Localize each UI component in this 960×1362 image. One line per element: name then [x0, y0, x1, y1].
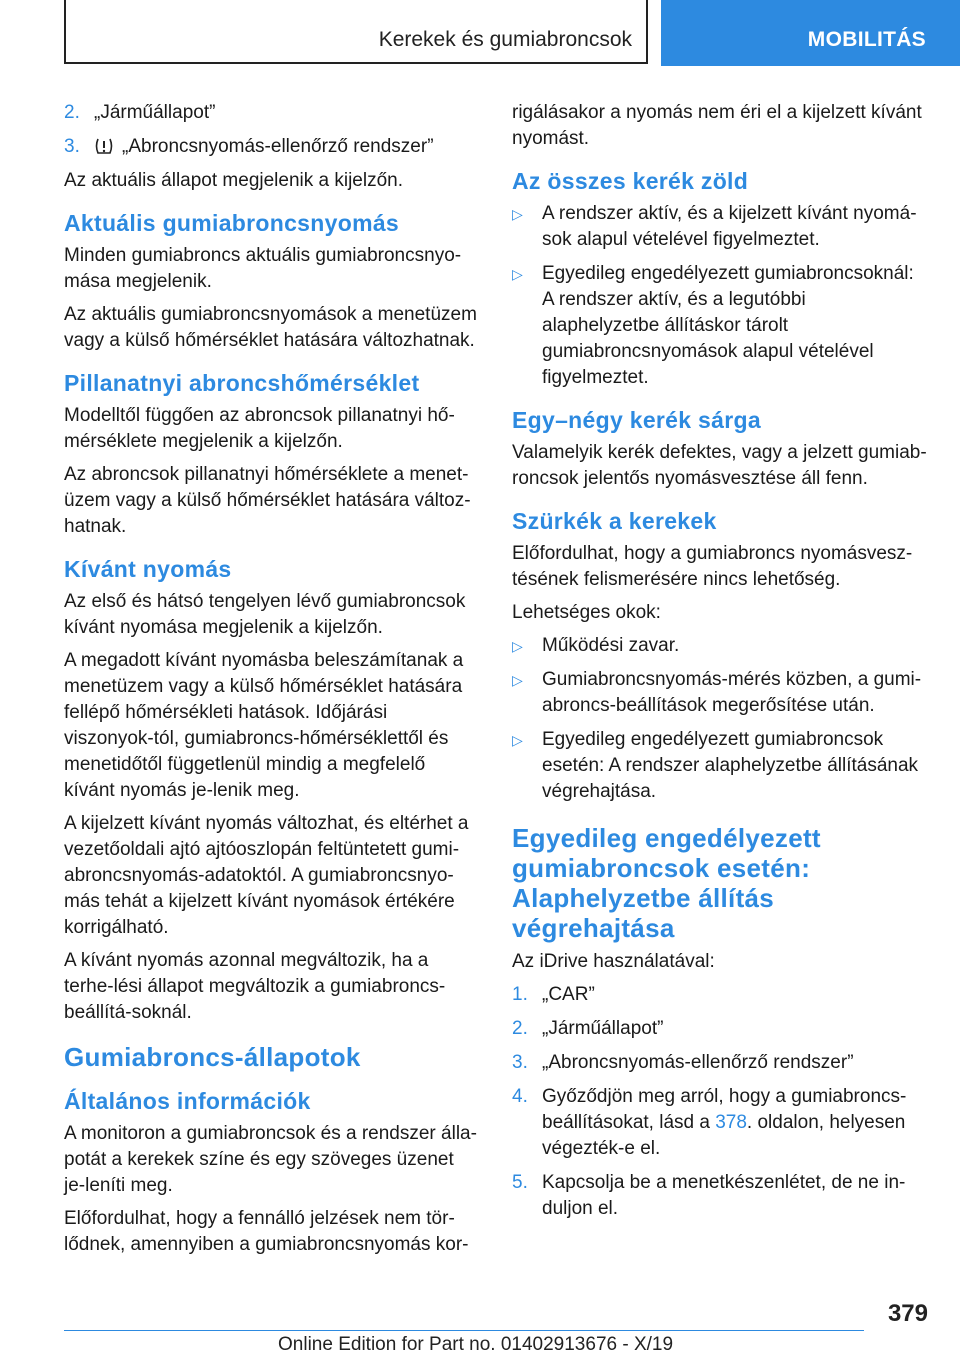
bullet-text: Gumiabroncsnyomás-mérés közben, a gumi-abroncs-beállítások megerősítése után.	[542, 669, 922, 716]
right-column	[512, 100, 928, 1230]
paragraph: Az iDrive használatával:	[512, 951, 715, 972]
step-text	[542, 1086, 906, 1159]
step-number: 2.	[64, 102, 80, 123]
step-text-pre: Győződjön meg arról, hogy a gumiabroncs-beállításokat, lásd a	[542, 1086, 907, 1133]
step-text: „CAR”	[542, 984, 595, 1005]
list-item	[512, 982, 928, 1008]
section-heading: Egy–négy kerék sárga	[512, 407, 761, 433]
triangle-bullet-icon: ▷	[512, 266, 523, 282]
paragraph: Lehetséges okok:	[512, 602, 661, 623]
paragraph: Az első és hátsó tengelyen lévő gumiabroncsok kívánt nyomása megjelenik a kijelzőn.	[64, 591, 466, 638]
bullet-text: Működési zavar.	[542, 635, 680, 656]
step-text: „Járműállapot”	[94, 102, 216, 123]
bullet-item	[512, 667, 928, 719]
list-item	[64, 100, 480, 126]
page-number: 379	[887, 1300, 928, 1327]
list-item	[512, 1016, 928, 1042]
header-title: Kerekek és gumiabroncsok	[378, 28, 632, 51]
triangle-bullet-icon: ▷	[512, 206, 523, 222]
header-tab	[661, 0, 960, 66]
triangle-bullet-icon: ▷	[512, 672, 523, 688]
footer-edition: Online Edition for Part no. 01402913676 - X/19	[278, 1334, 674, 1355]
step-text: „Abroncsnyomás-ellenőrző rendszer”	[122, 136, 434, 157]
step-number: 1.	[512, 984, 528, 1005]
list-item	[64, 134, 480, 160]
bullet-item	[512, 727, 928, 805]
paragraph: A monitoron a gumiabroncsok és a rendszer álla-potát a kerekek színe és egy szöveges üzenet je-leníti meg.	[64, 1123, 477, 1196]
paragraph: Előfordulhat, hogy a gumiabroncs nyomásvesz-tésének felismerésére nincs lehetőség.	[512, 543, 913, 590]
paragraph: rigálásakor a nyomás nem éri el a kijelzett kívánt nyomást.	[512, 102, 922, 149]
step-number: 3.	[512, 1052, 528, 1073]
step-text: „Járműállapot”	[542, 1018, 664, 1039]
step-number: 2.	[512, 1018, 528, 1039]
page-reference-link[interactable]: 378	[715, 1112, 747, 1133]
section-heading: Az összes kerék zöld	[512, 168, 749, 194]
bullet-text: Egyedileg engedélyezett gumiabroncsok esetén: A rendszer alaphelyzetbe állításának végrehajtása.	[542, 729, 919, 802]
step-text: „Abroncsnyomás-ellenőrző rendszer”	[542, 1052, 854, 1073]
step-number: 4.	[512, 1086, 528, 1107]
paragraph: Az abroncsok pillanatnyi hőmérséklete a menet-üzem vagy a külső hőmérséklet hatására változ-hatnak.	[64, 464, 471, 537]
header-tab-label: MOBILITÁS	[807, 28, 926, 51]
paragraph: Valamelyik kerék defektes, vagy a jelzett gumiab-roncsok jelentős nyomásvesztése áll fenn.	[512, 442, 927, 489]
bullet-item	[512, 201, 928, 253]
paragraph: Az aktuális gumiabroncsnyomások a menetüzem vagy a külső hőmérséklet hatására változhatnak.	[64, 304, 477, 351]
section-heading: Pillanatnyi abroncshőmérséklet	[64, 370, 420, 396]
section-heading: Szürkék a kerekek	[512, 508, 717, 534]
tire-pressure-warning-icon	[94, 137, 114, 155]
triangle-bullet-icon: ▷	[512, 638, 523, 654]
section-heading: Kívánt nyomás	[64, 556, 232, 582]
left-column	[64, 100, 480, 1265]
paragraph: Modelltől függően az abroncsok pillanatnyi hő-mérséklete megjelenik a kijelzőn.	[64, 405, 455, 452]
chapter-heading: Egyedileg engedélyezett gumiabroncsok esetén: Alaphelyzetbe állítás végrehajtása	[512, 823, 821, 943]
bullet-text: A rendszer aktív, és a kijelzett kívánt nyomá-sok alapul vételével figyelmeztet.	[542, 203, 917, 250]
paragraph: Az aktuális állapot megjelenik a kijelzőn.	[64, 170, 404, 191]
paragraph: A megadott kívánt nyomásba beleszámítanak a menetüzem vagy a külső hőmérséklet hatására fellépő hőmérsékleti hatások. Időjárási viszonyok-tól, gumiabroncs-hőmérséklettől és menetidőtől függetlenül mindig a megfelelő kívánt nyomás je-lenik meg.	[64, 650, 464, 801]
section-heading: Aktuális gumiabroncsnyomás	[64, 210, 399, 236]
bullet-text: Egyedileg engedélyezett gumiabroncsoknál: A rendszer aktív, és a legutóbbi alaphelyzetbe állításkor tárolt gumiabroncsnyomások alapul vételével figyelmeztet.	[542, 263, 914, 388]
step-number: 5.	[512, 1172, 528, 1193]
bullet-item	[512, 261, 928, 391]
step-text-post: . oldalon, helyesen végezték-e el.	[542, 1112, 906, 1159]
paragraph: A kívánt nyomás azonnal megváltozik, ha a terhe-lési állapot megváltozik a gumiabroncs-beállítá-soknál.	[64, 950, 446, 1023]
bullet-item	[512, 633, 928, 659]
footer-divider	[64, 1330, 864, 1331]
list-item	[512, 1170, 928, 1222]
paragraph: Előfordulhat, hogy a fennálló jelzések nem tör-lődnek, amennyiben a gumiabroncsnyomás kor-	[64, 1208, 469, 1255]
paragraph: A kijelzett kívánt nyomás változhat, és eltérhet a vezetőoldali ajtó ajtóoszlopán feltüntetett gumi-abroncsnyomás-adatoktól. A gumiabroncsnyo-más tehát a kijelzett kívánt nyomások értékére korrigálható.	[64, 813, 469, 938]
list-item	[512, 1084, 928, 1162]
step-text: Kapcsolja be a menetkészenlétet, de ne in-duljon el.	[542, 1172, 906, 1219]
section-heading: Általános információk	[64, 1088, 311, 1114]
list-item	[512, 1050, 928, 1076]
step-number: 3.	[64, 136, 80, 157]
chapter-heading: Gumiabroncs-állapotok	[64, 1042, 361, 1072]
header-left-box	[64, 0, 648, 64]
paragraph: Minden gumiabroncs aktuális gumiabroncsnyo-mása megjelenik.	[64, 245, 462, 292]
triangle-bullet-icon: ▷	[512, 732, 523, 748]
